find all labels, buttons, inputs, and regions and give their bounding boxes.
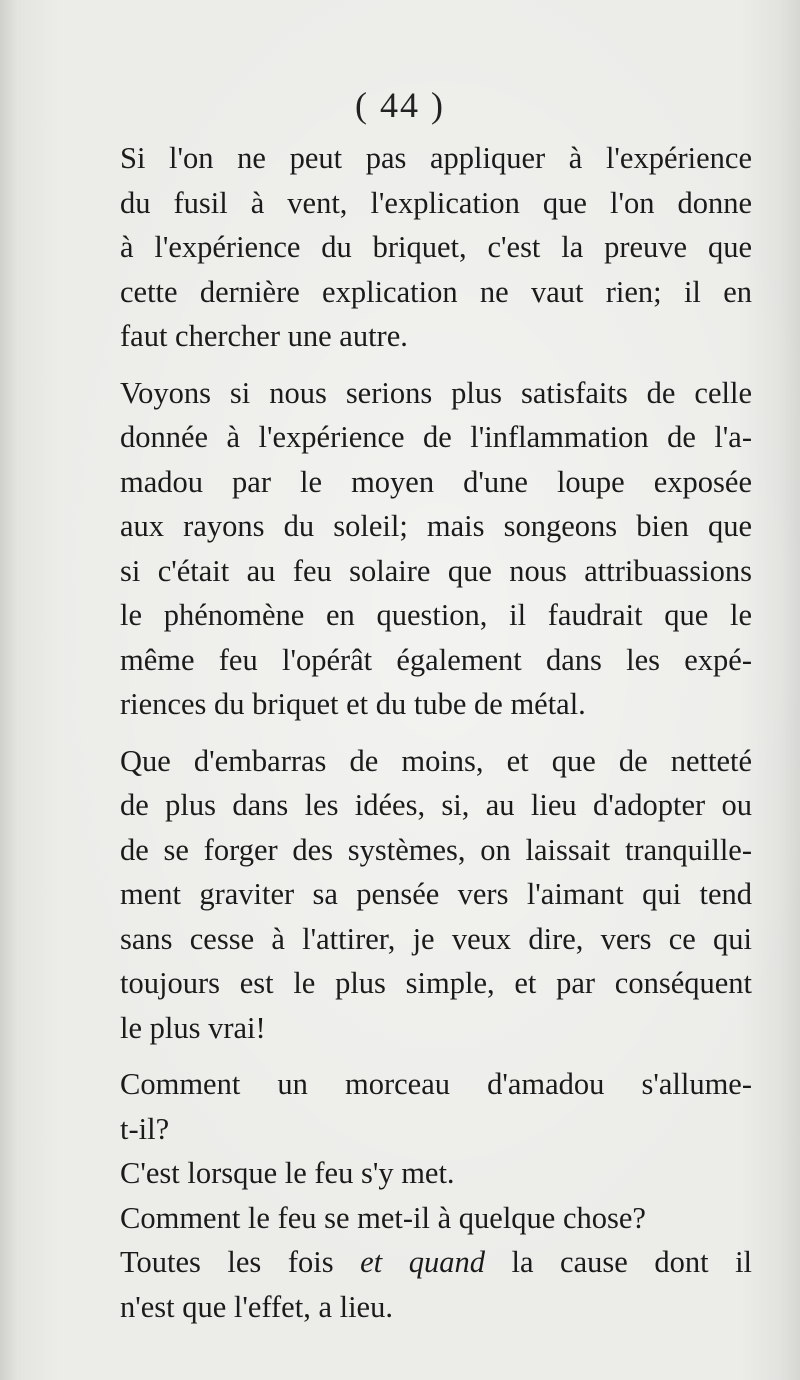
text-line: le plus vrai! xyxy=(120,1010,266,1045)
text-line xyxy=(80,1240,752,1285)
text-line: à l'expérience du briquet, c'est la preuve que xyxy=(120,230,752,264)
text-line: le phénomène en question, il faudrait que le xyxy=(120,598,752,632)
text-line: madou par le moyen d'une loupe exposée xyxy=(120,464,752,499)
text-line: du fusil à vent, l'explication que l'on donne xyxy=(120,185,752,220)
paragraph-4 xyxy=(80,1062,752,1151)
text-line: cette dernière explication ne vaut rien; il en xyxy=(120,274,752,309)
text-line: n'est que l'effet, a lieu. xyxy=(120,1289,393,1324)
text-line: riences du briquet et du tube de métal. xyxy=(120,687,586,721)
text-line: C'est lorsque le feu s'y met. xyxy=(120,1156,455,1190)
paragraph-7 xyxy=(80,1240,752,1329)
paragraph-5 xyxy=(80,1151,752,1196)
text-line: ment graviter sa pensée vers l'aimant qui tend xyxy=(120,877,752,911)
paragraph-6 xyxy=(80,1196,752,1241)
page-number: ( 44 ) xyxy=(355,85,445,125)
text-line: même feu l'opérât également dans les expé- xyxy=(120,642,752,677)
text-line: de plus dans les idées, si, au lieu d'adopter ou xyxy=(120,788,752,822)
text-line: Comment le feu se met-il à quelque chose? xyxy=(120,1200,646,1235)
text-run: la cause dont il xyxy=(511,1245,753,1279)
paragraph-3 xyxy=(80,739,752,1051)
paragraph-1 xyxy=(80,136,752,359)
text-line: Voyons si nous serions plus satisfaits de celle xyxy=(120,375,752,410)
text-line: de se forger des systèmes, on laissait tranquille- xyxy=(120,832,752,867)
text-line: donnée à l'expérience de l'inflammation de l'a- xyxy=(120,420,752,454)
text-line: Que d'embarras de moins, et que de netteté xyxy=(120,743,752,778)
text-line: toujours est le plus simple, et par conséquent xyxy=(120,966,752,1000)
text-line: Comment un morceau d'amadou s'allume- xyxy=(120,1067,752,1101)
italic-text: et quand xyxy=(360,1245,485,1279)
text-line: aux rayons du soleil; mais songeons bien que xyxy=(120,509,752,543)
text-line: faut chercher une autre. xyxy=(120,319,408,353)
text-run: Toutes les fois xyxy=(120,1245,334,1279)
text-line: Si l'on ne peut pas appliquer à l'expérience xyxy=(120,141,752,175)
page-body xyxy=(80,136,752,1341)
paragraph-2 xyxy=(80,371,752,727)
text-line: si c'était au feu solaire que nous attribuassions xyxy=(120,553,752,588)
text-line: sans cesse à l'attirer, je veux dire, vers ce qui xyxy=(120,921,752,956)
text-line: t-il? xyxy=(120,1111,170,1146)
